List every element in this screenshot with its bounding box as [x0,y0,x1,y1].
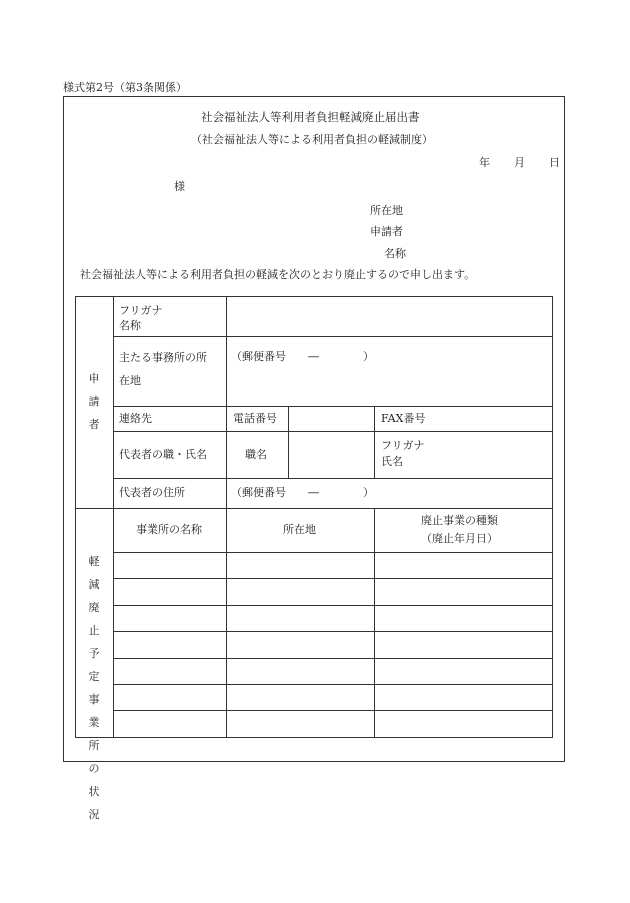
date-day: 日 [549,156,560,169]
office-postal-code: （郵便番号 ― ） [231,350,374,363]
rep-name-label: 氏名 [381,455,403,468]
applicant-name-label: 名称 [384,247,406,260]
applicant-section-header: 申請者 [88,372,100,431]
office-address-label-line1: 主たる事務所の所 [119,351,207,364]
form-subtitle: （社会福祉法人等による利用者負担の軽減制度） [191,133,433,146]
form-number: 様式第2号（第3条関係） [63,81,187,94]
phone-label: 電話番号 [233,412,277,425]
col-office-location: 所在地 [283,523,316,536]
office-address-label-line2: 在地 [119,374,141,387]
furigana-label: フリガナ [119,304,163,317]
rep-furigana-label: フリガナ [381,439,425,452]
date-year: 年 [479,156,490,169]
rep-address-label: 代表者の住所 [119,486,185,499]
fax-label: FAX番号 [381,412,426,425]
statement-text: 社会福祉法人等による利用者負担の軽減を次のとおり廃止するので申し出ます。 [80,268,476,281]
main-table [75,296,553,821]
col-office-name: 事業所の名称 [136,523,202,536]
addressee-suffix: 様 [174,180,185,193]
offices-section-header: 軽減廃止予定事業所の状況 [88,555,100,821]
name-label: 名称 [119,319,141,332]
rep-label: 代表者の職・氏名 [119,448,207,461]
date-month: 月 [514,156,525,169]
applicant-location-label: 所在地 [370,204,403,217]
title-label: 職名 [245,448,267,461]
form-title: 社会福祉法人等利用者負担軽減廃止届出書 [201,110,420,124]
col-abolish-type: 廃止事業の種類 [421,514,498,527]
contact-label: 連絡先 [119,412,152,425]
rep-postal-code: （郵便番号 ― ） [231,486,374,499]
col-abolish-date: （廃止年月日） [421,532,498,545]
applicant-label: 申請者 [370,225,403,238]
